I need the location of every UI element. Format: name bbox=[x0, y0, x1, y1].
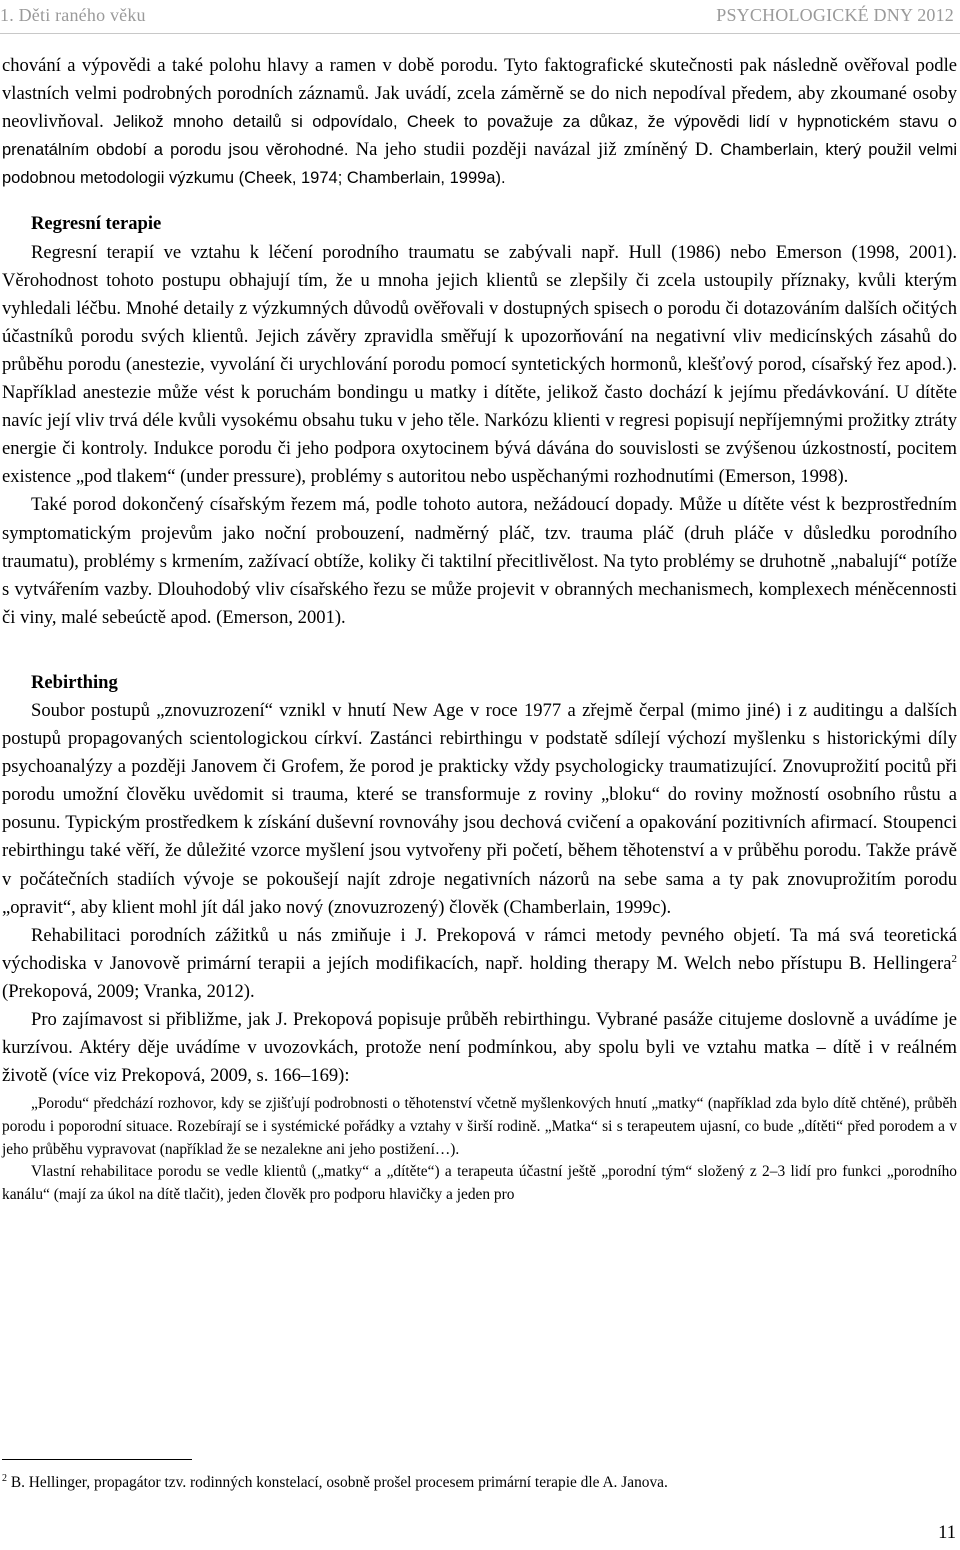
paragraph-intro bbox=[2, 52, 957, 192]
paragraph-regresni-terapie: Regresní terapií ve vztahu k léčení porodního traumatu se zabývali např. Hull (1986) nebo Emerson (1998, 2001). Věrohodnost tohoto postupu obhajují tím, že u mnoha jejich klientů se zlepšily či zcela ustoupily příznaky, kvůli kterým vyhledali léčbu. Mnohé detaily z výzkumných důvodů ověřovali v dostupných spisech o porodu či dotazováním dalších očitých účastníků porodu svých klientů. Jejich závěry zpravidla směřují k upozorňování na negativní vliv medicínských zásahů do průběhu porodu (anestezie, vyvolání či urychlování porodu pomocí syntetických hormonů, klešťový porod, císařský řez apod.). Například anestezie může vést k poruchám bondingu u matky i dítěte, jelikož často dochází k jejímu předávkování. U dítěte navíc její vliv trvá déle kvůli vysokému obsahu tuku v jeho těle. Narkózu klienti v regresi popisují nepříjemnými prožitky ztráty energie či kontroly. Indukce porodu či jeho podpora oxytocinem bývá dávána do souvislosti se zvýšenou úzkostností, pocitem existence „pod tlakem“ (under pressure), problémy s autoritou nebo uspěchanými rozhodnutími (Emerson, 1998). bbox=[2, 241, 957, 488]
paragraph-intro-d: Chamberlain, který použil velmi podobnou metodologii výzkumu (Cheek, 1974; Chamberlain, 1999a). bbox=[2, 141, 957, 188]
paragraph-rehabilitace bbox=[2, 922, 957, 1006]
page-body bbox=[2, 52, 957, 1207]
page-number: 11 bbox=[938, 1522, 956, 1543]
heading-rebirthing: Rebirthing bbox=[31, 671, 118, 693]
footnote-text: B. Hellinger, propagátor tzv. rodinných konstelací, osobně prošel procesem primární terapie dle A. Janova. bbox=[7, 1474, 668, 1491]
block-quote bbox=[2, 1093, 957, 1207]
paragraph-prekopova: Pro zajímavost si přibližme, jak J. Prekopová popisuje průběh rebirthingu. Vybrané pasáže citujeme doslovně a uvádíme je kurzívou. Aktéry děje uvádíme v uvozovkách, protože není podmínkou, aby spolu byli ve vztahu matka – dítě i v reálném životě (více viz Prekopová, 2009, s. 166–169): bbox=[2, 1009, 957, 1087]
footnote-divider bbox=[2, 1459, 192, 1460]
spacer bbox=[2, 632, 957, 669]
quote-paragraph-1: „Porodu“ předchází rozhovor, kdy se zjišťují podrobnosti o těhotenství včetně myšlenkových hnutí „matky“ (například zda bylo dítě chtěné), průběh porodu i poporodní situace. Rozebírají se i systémické pořádky a vztahy v širší rodině. „Matka“ si s terapeutem ujasní, co bude „dítěti“ před porodem a v jeho průběhu vypravovat (například že se nezalekne ani jeho postižení…). bbox=[2, 1095, 957, 1158]
footnote-mark: 2 bbox=[2, 1472, 7, 1484]
paragraph-rehabilitace-end: (Prekopová, 2009; Vranka, 2012). bbox=[2, 980, 255, 1002]
paragraph-rehabilitace-text: Rehabilitaci porodních zážitků u nás zmiňuje i J. Prekopová v rámci metody pevného objetí. Ta má svá teoretická východiska v Janovově primární terapii a jejích modifikacích, např. holding therapy M. Welch nebo přístupu B. Hellingera bbox=[2, 924, 957, 974]
heading-regresni-terapie: Regresní terapie bbox=[31, 213, 162, 235]
spacer bbox=[2, 192, 957, 210]
footnote bbox=[2, 1473, 668, 1493]
paragraph-intro-a: chování a výpovědi a také polohu hlavy a ramen v době porodu. Tyto faktografické skutečnosti pak následně ověřoval podle vlastních velmi podrobných porodních záznamů. Jak uvádí, zcela záměrně se do nich nepodíval předem, aby zkoumané osoby neovlivňoval. bbox=[2, 55, 957, 133]
footnote-reference: 2 bbox=[951, 952, 957, 965]
quote-paragraph-2: Vlastní rehabilitace porodu se vedle klientů („matky“ a „dítěte“) a terapeuta účastní ještě „porodní tým“ složený z 2–3 lidí pro funkci „porodního kanálu“ (mají za úkol na dítě tlačit), jeden člověk pro podporu hlavičky a jeden pro bbox=[2, 1163, 957, 1204]
running-header bbox=[0, 0, 960, 34]
header-conference-title: PSYCHOLOGICKÉ DNY 2012 bbox=[716, 5, 954, 25]
paragraph-intro-b: Jelikož mnoho detailů si odpovídalo, Cheek to považuje za důkaz, že výpovědi lidí v hypnotickém stavu o prenatálním období a porodu jsou věrohodné. bbox=[2, 113, 957, 160]
header-divider bbox=[0, 33, 960, 34]
paragraph-intro-c: Na jeho studii později navázal již zmíněný D. bbox=[355, 139, 714, 161]
paragraph-cisarsky-rez: Také porod dokončený císařským řezem má, podle tohoto autora, nežádoucí dopady. Může u dítěte vést k bezprostředním symptomatickým projevům jako noční probouzení, nadměrný pláč, tzv. trauma pláč (druh pláče v důsledku porodního traumatu), problémy s krmením, zažívací obtíže, koliky či taktilní přecitlivělost. Na tyto problémy se druhotně „nabalují“ potíže s vytvářením vazby. Dlouhodobý vliv císařského řezu se může projevit v obranných mechanismech, komplexech méněcennosti či viny, malé sebeúctě apod. (Emerson, 2001). bbox=[2, 494, 957, 628]
paragraph-rebirthing: Soubor postupů „znovuzrození“ vznikl v hnutí New Age v roce 1977 a zřejmě čerpal (mimo jiné) i z auditingu a dalších postupů propagovaných scientologickou církví. Zastánci rebirthingu v podstatě sdílejí výchozí myšlenku s historickými díly psychoanalýzy a později Janovem či Grofem, že porod je prakticky vždy psychologicky traumatizující. Znovuprožití pocitů při porodu umožní člověku uvědomit si trauma, které se transformuje z roviny „bloku“ do roviny možností osobního růstu a posunu. Typickým prostředkem k získání duševní rovnováhy jsou dechová cvičení a opakování pozitivních afirmací. Stoupenci rebirthingu také věří, že důležité vzorce myšlení jsou vytvořeny při početí, během těhotenství a v průběhu porodu. Takže právě v počátečních stadiích vývoje se pokoušejí najít zdroje negativních názorů na sebe sama a ty pak znovuprožitím porodu „opravit“, aby klient mohl jít dál jako nový (znovuzrozený) člověk (Chamberlain, 1999c). bbox=[2, 699, 957, 918]
header-section-title: 1. Děti raného věku bbox=[0, 5, 146, 25]
